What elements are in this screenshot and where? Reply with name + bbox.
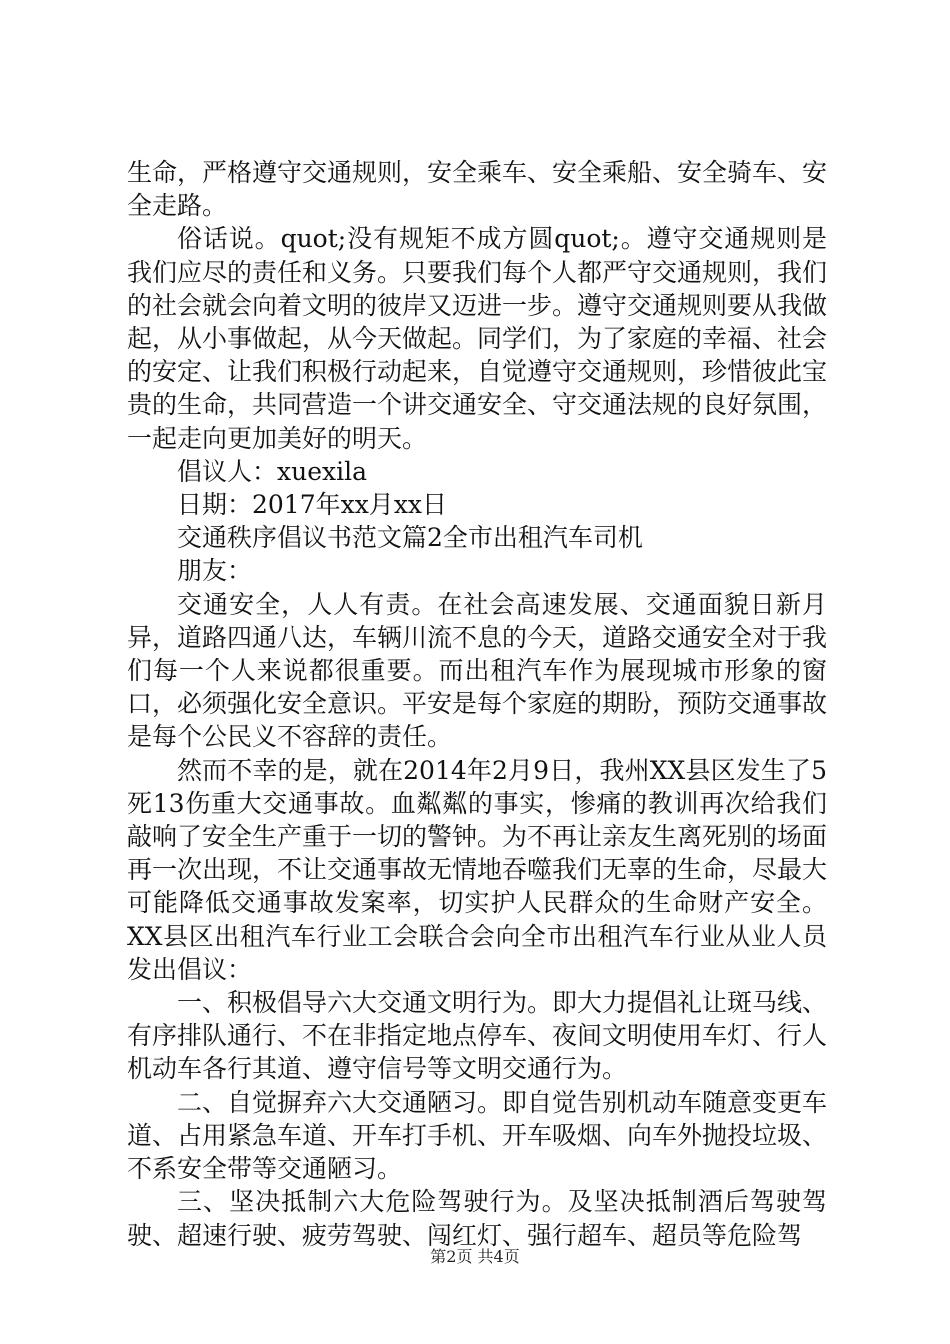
section-heading: 交通秩序倡议书范文篇2全市出租汽车司机 [177, 523, 643, 553]
paragraph-1: 生命，严格遵守交通规则，安全乘车、安全乘船、安全骑车、安全走路。 [127, 158, 828, 221]
paragraph-safety: 交通安全，人人有责。在社会高速发展、交通面貌日新月异，道路四通八达，车辆川流不息的今天，道路交通安全对于我们每一个人来说都很重要。而出租汽车作为展现城市形象的窗口，必须强化安全意识。平安是每个家庭的期盼，预防交通事故是每个公民义不容辞的责任。 [127, 589, 828, 752]
paragraph-2: 俗话说。quot;没有规矩不成方圆quot;。遵守交通规则是我们应尽的责任和义务。只要我们每个人都严守交通规则，我们的社会就会向着文明的彼岸又迈进一步。遵守交通规则要从我做起，从小事做起，从今天做起。同学们，为了家庭的幸福、社会的安定、让我们积极行动起来，自觉遵守交通规则，珍惜彼此宝贵的生命，共同营造一个讲交通安全、守交通法规的良好氛围，一起走向更加美好的明天。 [127, 224, 828, 453]
paragraph-accident: 然而不幸的是，就在2014年2月9日，我州XX县区发生了5死13伤重大交通事故。血粼粼的事实，惨痛的教训再次给我们敲响了安全生产重于一切的警钟。为不再让亲友生离死别的场面再一次出现，不让交通事故无情地吞噬我们无辜的生命，尽最大可能降低交通事故发案率，切实护人民群众的生命财产安全。XX县区出租汽车行业工会联合会向全市出租汽车行业从业人员发出倡议： [127, 755, 828, 984]
proposal-item-1: 一、积极倡导六大交通文明行为。即大力提倡礼让斑马线、有序排队通行、不在非指定地点停车、夜间文明使用车灯、行人机动车各行其道、遵守信号等文明交通行为。 [127, 988, 828, 1084]
proposal-item-3: 三、坚决抵制六大危险驾驶行为。及坚决抵制酒后驾驶驾驶、超速行驶、疲劳驾驶、闯红灯、强行超车、超员等危险驾 [127, 1187, 827, 1250]
initiator-line: 倡议人：xuexila [177, 456, 367, 486]
page-number-footer: 第2页 共4页 [430, 1247, 520, 1266]
salutation: 朋友： [177, 556, 253, 586]
proposal-item-2: 二、自觉摒弃六大交通陋习。即自觉告别机动车随意变更车道、占用紧急车道、开车打手机、开车吸烟、向车外抛投垃圾、不系安全带等交通陋习。 [127, 1087, 828, 1184]
document-body [127, 156, 827, 1252]
date-line: 日期：2017年xx月xx日 [177, 490, 448, 520]
